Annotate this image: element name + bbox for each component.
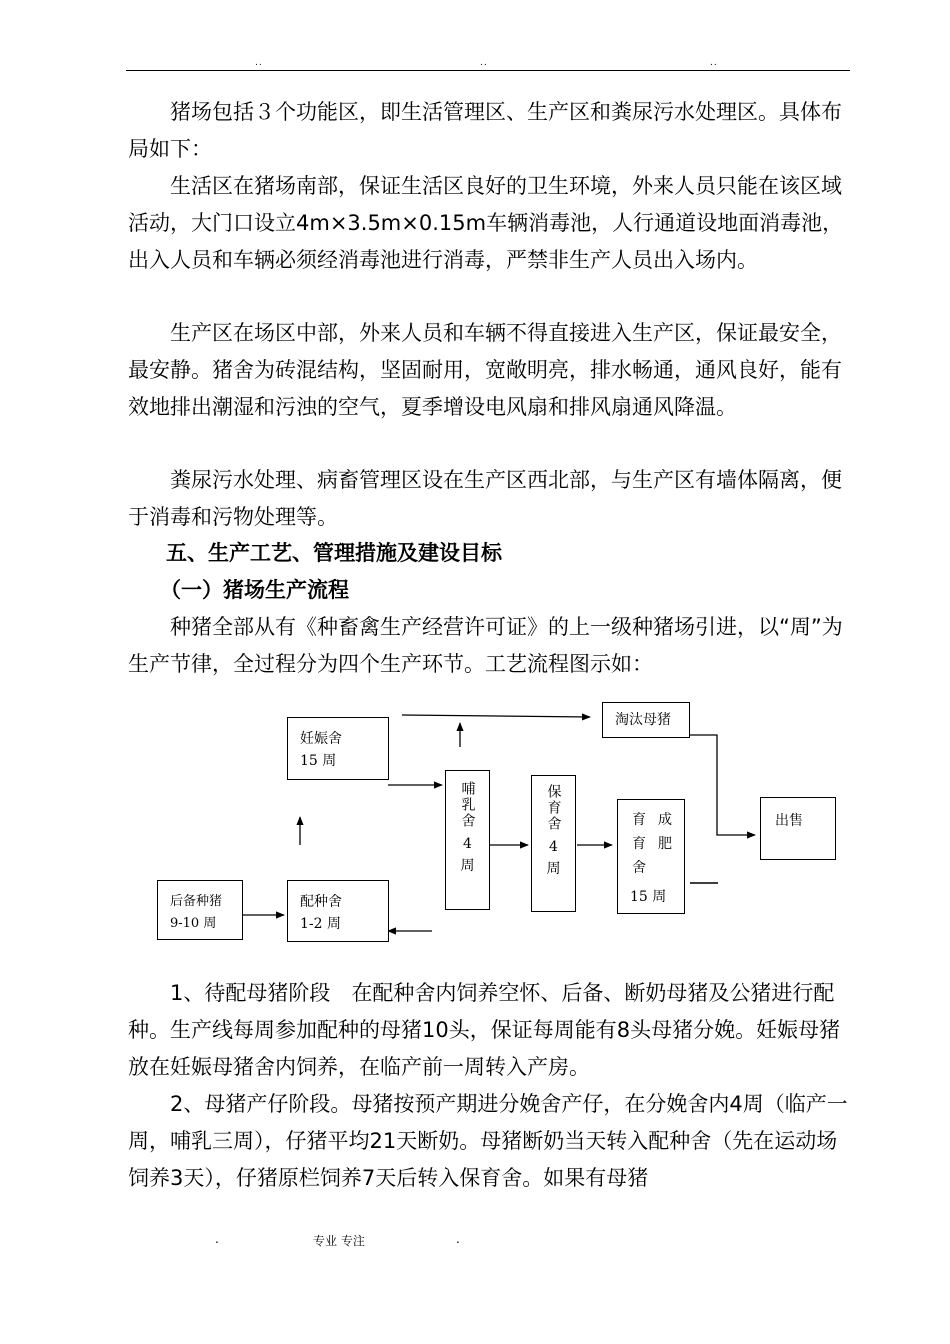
section-heading: 五、生产工艺、管理措施及建设目标 xyxy=(166,541,502,565)
nursing-house-duration: 4 周 xyxy=(460,836,475,874)
flow-arrows xyxy=(150,695,850,955)
reserve-breeders-box xyxy=(157,880,243,940)
breeding-house-box xyxy=(287,880,389,942)
culled-sows-label: 淘汰母猪 xyxy=(615,712,671,728)
pregnancy-house-duration: 15 周 xyxy=(300,753,337,769)
header-mark-center: .. xyxy=(480,58,488,68)
grower-finisher-house-box xyxy=(617,799,685,914)
sale-label: 出售 xyxy=(775,813,803,829)
footer-mark-right: . xyxy=(456,1232,460,1246)
header-mark-left: .. xyxy=(255,58,263,68)
footer-text: 专业 专注 xyxy=(313,1234,365,1248)
pregnancy-house-name: 妊娠舍 xyxy=(300,731,342,747)
pregnancy-house-box xyxy=(287,717,389,780)
arrow-pregnancy-to-culled xyxy=(402,715,590,717)
reserve-breeders-duration: 9-10 周 xyxy=(170,916,217,931)
paragraph-layout-intro: 猪场包括３个功能区，即生活管理区、生产区和粪尿污水处理区。具体布局如下： xyxy=(128,100,842,161)
nursing-house-box xyxy=(445,770,490,910)
paragraph-production-area: 生产区在场区中部，外来人员和车辆不得直接进入生产区，保证最安全，最安静。猪舍为砖混结构，坚固耐用，宽敞明亮，排水畅通，通风良好，能有效地排出潮湿和污浊的空气，夏季增设电风扇和排风扇通风降温。 xyxy=(128,321,842,419)
weaner-house-duration: 4 周 xyxy=(546,839,561,877)
breeding-house-name: 配种舍 xyxy=(300,894,342,910)
weaner-house-box xyxy=(531,775,576,912)
grower-col-1: 育育舍 xyxy=(632,812,646,876)
subsection-heading: （一）猪场生产流程 xyxy=(160,578,349,602)
paragraph-stage-2: 2、母猪产仔阶段。母猪按预产期进分娩舍产仔，在分娩舍内4周（临产一周，哺乳三周），仔猪平均21天断奶。母猪断奶当天转入配种舍（先在运动场饲养3天），仔猪原栏饲养7天后转入保育舍。如果有母猪 xyxy=(128,1092,848,1190)
arrow-culled-to-sale xyxy=(688,735,755,835)
paragraph-living-area: 生活区在猪场南部，保证生活区良好的卫生环境，外来人员只能在该区域活动，大门口设立4m×3.5m×0.15m车辆消毒池，人行通道设地面消毒池，出入人员和车辆必须经消毒池进行消毒，严禁非生产人员出入场内。 xyxy=(128,174,844,272)
footer-mark-left: . xyxy=(215,1232,219,1246)
breeding-house-duration: 1-2 周 xyxy=(300,916,341,932)
paragraph-flow-intro: 种猪全部从有《种畜禽生产经营许可证》的上一级种猪场引进，以“周”为生产节律，全过程分为四个生产环节。工艺流程图示如： xyxy=(128,615,843,676)
culled-sows-box xyxy=(602,702,690,738)
header-mark-right: .. xyxy=(710,58,718,68)
sale-box xyxy=(760,797,836,860)
header-rule xyxy=(126,70,850,71)
paragraph-stage-1: 1、待配母猪阶段 在配种舍内饲养空怀、后备、断奶母猪及公猪进行配种。生产线每周参加配种的母猪10头，保证每周能有8头母猪分娩。妊娠母猪放在妊娠母猪舍内饲养，在临产前一周转入产房。 xyxy=(128,981,841,1079)
nursing-house-name: 哺乳舍 xyxy=(459,781,476,829)
grower-duration: 15 周 xyxy=(630,889,667,905)
paragraph-waste-area: 粪尿污水处理、病畜管理区设在生产区西北部，与生产区有墙体隔离，便于消毒和污物处理等。 xyxy=(128,468,842,529)
weaner-house-name: 保育舍 xyxy=(545,784,562,832)
production-flow-diagram xyxy=(150,695,850,955)
reserve-breeders-name: 后备种猪 xyxy=(170,894,223,909)
grower-col-2: 成肥 xyxy=(658,812,672,852)
